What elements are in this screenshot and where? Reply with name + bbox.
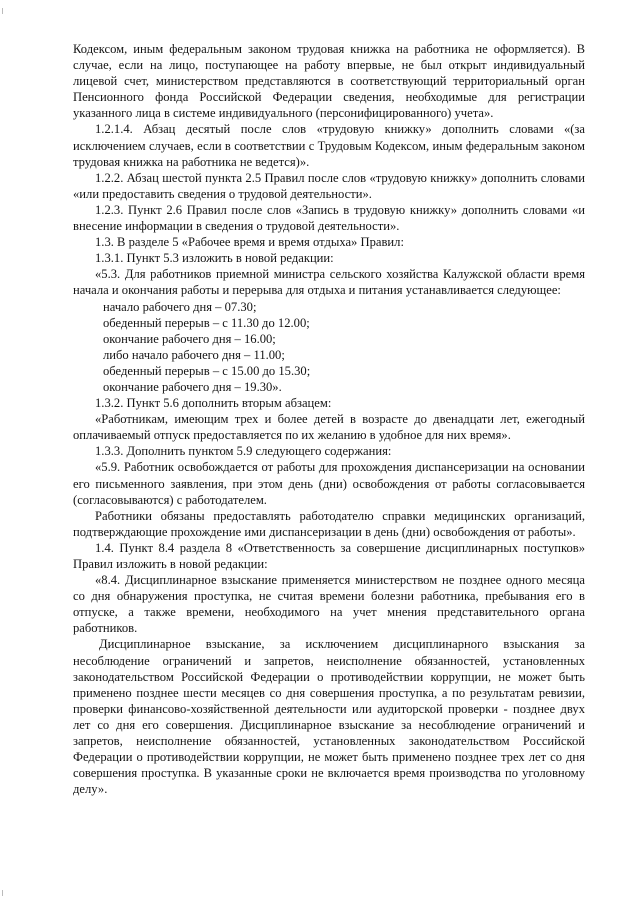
paragraph-8-4-second: Дисциплинарное взыскание, за исключением дисциплинарного взыскания за несоблюдение ограничений и запретов, неисполнение обязанностей, установленных законодательством Российской Федерации о противодействии коррупции, не может быть применено позднее шести месяцев со дня совершения проступка, а по результатам ревизии, проверки финансово-хозяйственной деятельности или аудиторской проверки - позднее двух лет со дня его совершения. Дисциплинарное взыскание за несоблюдение ограничений и запретов, неисполнение обязанностей, установленных законодательством Российской Федерации о противодействии коррупции, не может быть применено позднее трех лет со дня совершения проступка. В указанные сроки не включается время производства по уголовному делу». — [73, 637, 585, 797]
paragraph-1-4: 1.4. Пункт 8.4 раздела 8 «Ответственность за совершение дисциплинарных поступков» Правил изложить в новой редакции: — [73, 540, 585, 571]
paragraph-1-3-3: 1.3.3. Дополнить пунктом 5.9 следующего содержания: — [95, 444, 392, 459]
paragraph-1-2-1-4: 1.2.1.4. Абзац десятый после слов «трудовую книжку» дополнить словами «(за исключением случаев, если в соответствии с Трудовым Кодексом, иным федеральным законом трудовая книжка на работника не ведется)». — [73, 122, 585, 169]
schedule-item: окончание рабочего дня – 16.00; — [103, 331, 276, 346]
paragraph-1-2-2: 1.2.2. Абзац шестой пункта 2.5 Правил после слов «трудовую книжку» дополнить словами «или предоставить сведения о трудовой деятельности». — [73, 170, 585, 201]
paragraph-1-3-2: 1.3.2. Пункт 5.6 дополнить вторым абзацем: — [95, 396, 332, 411]
scan-edge-mark — [2, 890, 3, 896]
paragraph-5-3: «5.3. Для работников приемной министра сельского хозяйства Калужской области время начала и окончания работы и перерыва для отдыха и питания устанавливается следующее: — [73, 267, 585, 298]
scan-edge-mark — [2, 8, 3, 14]
paragraph-5-9: «5.9. Работник освобождается от работы для прохождения диспансеризации на основании его письменного заявления, при этом день (дни) освобождения от работы согласовывается (согласовываются) с работодателем. — [73, 460, 585, 507]
schedule-item: окончание рабочего дня – 19.30». — [103, 379, 282, 394]
paragraph-continuation: Кодексом, иным федеральным законом трудовая книжка на работника не оформляется). В случае, если на лицо, поступающее на работу впервые, не был открыт индивидуальный лицевой счет, министерством представляются в соответствующий территориальный орган Пенсионного фонда Российской Федерации сведения, необходимые для регистрации указанного лица в системе индивидуального (персонифицированного) учета». — [73, 42, 585, 121]
schedule-item: обеденный перерыв – с 15.00 до 15.30; — [103, 363, 311, 378]
paragraph-5-6: «Работникам, имеющим трех и более детей в возрасте до двенадцати лет, ежегодный оплачиваемый отпуск предоставляется по их желанию в удобное для них время». — [73, 412, 585, 443]
document-body — [73, 41, 585, 797]
paragraph-1-2-3: 1.2.3. Пункт 2.6 Правил после слов «Запись в трудовую книжку» дополнить словами «и внесение информации в сведения о трудовой деятельности». — [73, 202, 585, 234]
schedule-item: либо начало рабочего дня – 11.00; — [103, 347, 285, 362]
schedule-item: обеденный перерыв – с 11.30 до 12.00; — [103, 315, 310, 330]
paragraph-5-9-second: Работники обязаны предоставлять работодателю справки медицинских организаций, подтверждающие прохождение ими диспансеризации в день (дни) освобождения от работы». — [73, 508, 585, 539]
paragraph-1-3: 1.3. В разделе 5 «Рабочее время и время отдыха» Правил: — [95, 235, 404, 250]
paragraph-1-3-1: 1.3.1. Пункт 5.3 изложить в новой редакции: — [95, 251, 334, 266]
schedule-item: начало рабочего дня – 07.30; — [103, 299, 257, 314]
paragraph-8-4: «8.4. Дисциплинарное взыскание применяется министерством не позднее одного месяца со дня обнаружения проступка, не считая времени болезни работника, пребывания его в отпуске, а также времени, необходимого на учет мнения представительного органа работников. — [73, 573, 585, 636]
